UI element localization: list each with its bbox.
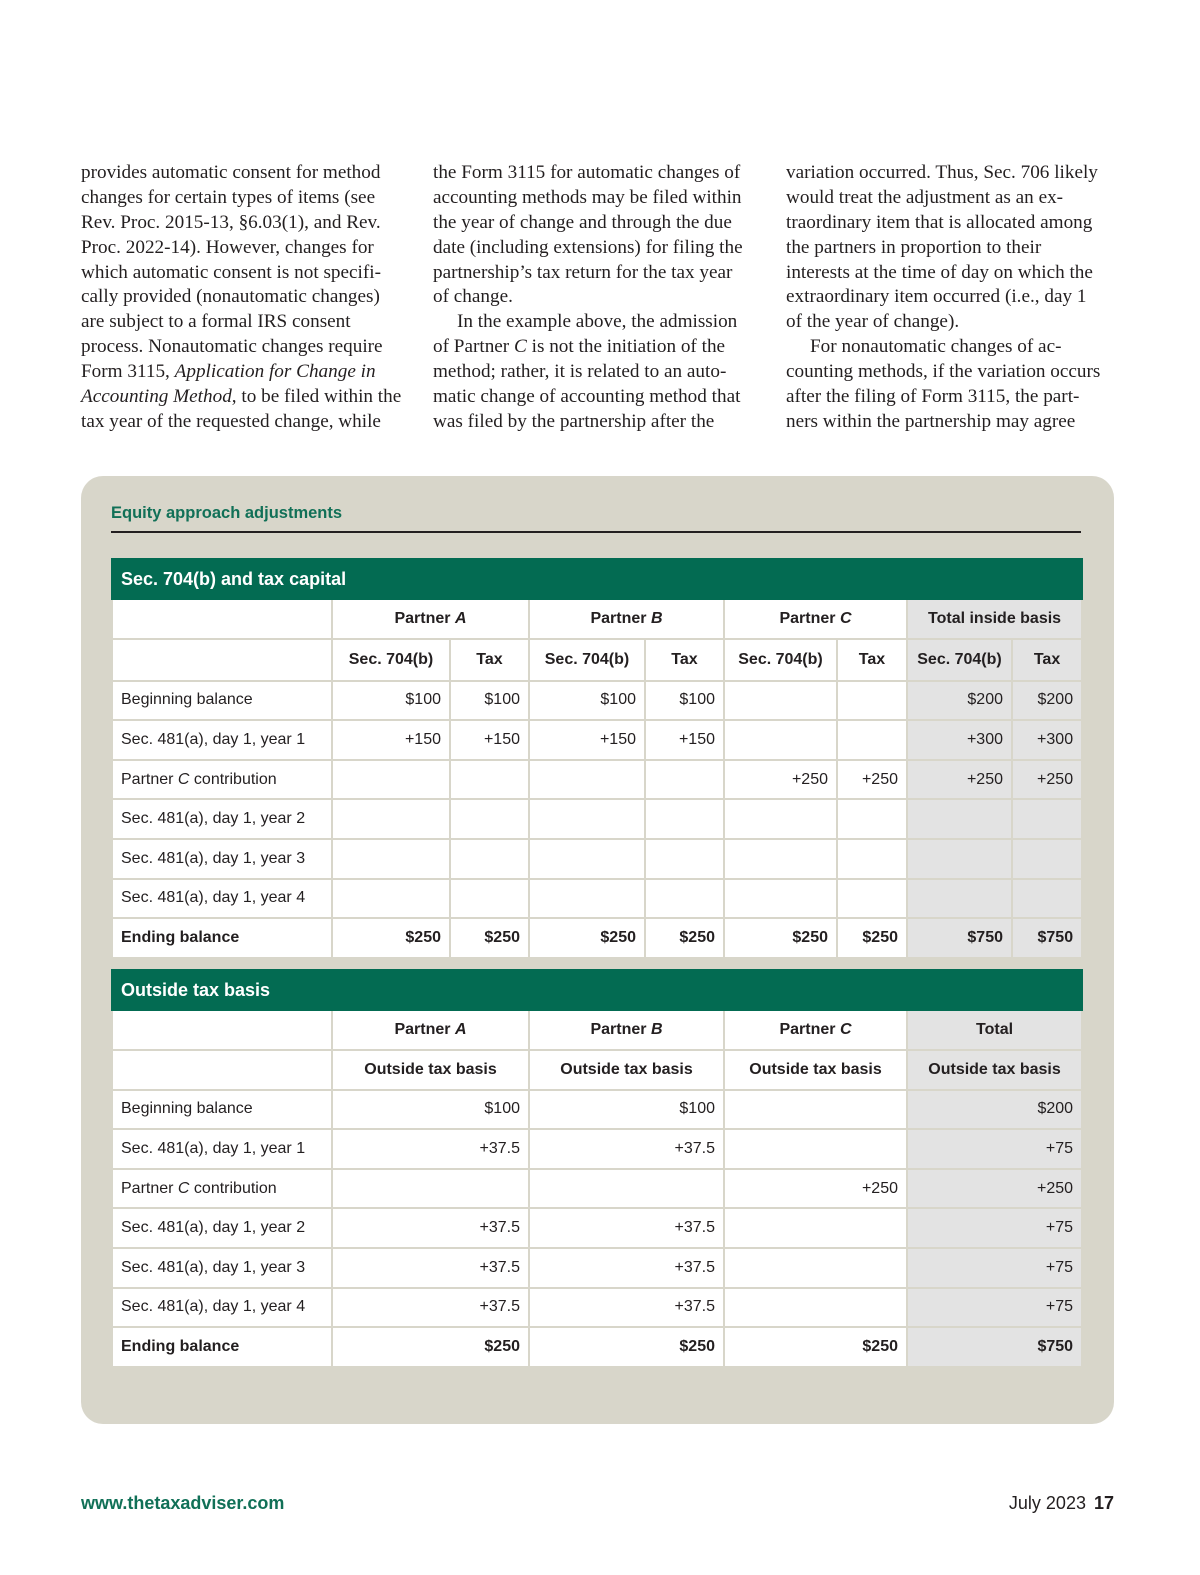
partner-a-header — [332, 1010, 529, 1050]
text-line: Rev. Proc. 2015-13, §6.03(1), and Rev. — [81, 211, 381, 233]
row-label: Sec. 481(a), day 1, year 2 — [112, 1208, 332, 1248]
text-line: matic change of accounting method that — [433, 386, 741, 408]
row-label: Sec. 481(a), day 1, year 2 — [112, 799, 332, 839]
text-line: variation occurred. Thus, Sec. 706 likely — [786, 162, 1098, 183]
table-row — [112, 799, 1082, 839]
partner-header-row — [112, 599, 1082, 639]
panel-title: Equity approach adjustments — [111, 504, 343, 522]
label-text: contribution — [189, 770, 277, 788]
table-cell — [645, 760, 724, 800]
table-cell — [645, 839, 724, 879]
table-cell: $100 — [450, 681, 529, 721]
table-cell: +250 — [1012, 760, 1082, 800]
partner-prefix: Partner — [394, 1020, 455, 1038]
sub-header: Sec. 704(b) — [724, 639, 837, 681]
sub-header: Outside tax basis — [529, 1050, 724, 1090]
row-label: Beginning balance — [112, 1090, 332, 1130]
table-cell — [724, 1129, 907, 1169]
partner-prefix: Partner — [590, 1020, 651, 1038]
text-line: of change. — [433, 286, 513, 308]
text-line: are subject to a formal IRS consent — [81, 311, 351, 333]
table-cell — [450, 839, 529, 879]
table-row — [112, 918, 1082, 958]
row-label: Beginning balance — [112, 681, 332, 721]
text-line: accounting methods may be filed within — [433, 186, 742, 208]
text-fragment: is not the initiation of the — [526, 336, 726, 358]
text-line: the year of change and through the due — [433, 211, 732, 233]
text-line — [433, 335, 775, 360]
sub-header: Outside tax basis — [332, 1050, 529, 1090]
text-line: counting methods, if the variation occurs — [786, 361, 1101, 383]
table-cell — [450, 760, 529, 800]
article-column-1 — [81, 161, 423, 435]
table-cell: $750 — [1012, 918, 1082, 958]
table-cell: $250 — [724, 918, 837, 958]
table-cell — [450, 879, 529, 919]
table-cell: +37.5 — [332, 1129, 529, 1169]
sub-header: Sec. 704(b) — [332, 639, 450, 681]
partner-prefix: Partner — [779, 1020, 840, 1038]
section-band — [112, 559, 1082, 599]
table-cell — [837, 681, 907, 721]
table-cell — [724, 839, 837, 879]
table-cell — [529, 879, 645, 919]
table-row — [112, 879, 1082, 919]
table-row — [112, 1208, 1082, 1248]
partner-prefix: Partner — [779, 609, 840, 627]
table-cell: +150 — [529, 720, 645, 760]
page-number: 17 — [1093, 1493, 1114, 1513]
table-cell: $100 — [645, 681, 724, 721]
table-cell: +37.5 — [529, 1248, 724, 1288]
table-cell — [529, 799, 645, 839]
row-label: Ending balance — [112, 1327, 332, 1367]
table-cell: $250 — [450, 918, 529, 958]
footer-issue — [1009, 1493, 1114, 1514]
text-line: after the filing of Form 3115, the part- — [786, 386, 1080, 408]
table-cell: +250 — [724, 1169, 907, 1209]
label-text: contribution — [189, 1179, 277, 1197]
table-row — [112, 1169, 1082, 1209]
title-divider — [111, 531, 1081, 533]
text-line: partnership’s tax return for the tax year — [433, 261, 733, 283]
table-cell — [529, 839, 645, 879]
row-label: Sec. 481(a), day 1, year 4 — [112, 879, 332, 919]
table-cell: $100 — [332, 681, 450, 721]
partner-c-header — [724, 1010, 907, 1050]
table-cell — [332, 1169, 529, 1209]
row-label: Sec. 481(a), day 1, year 1 — [112, 720, 332, 760]
text-line — [81, 360, 423, 385]
table-cell — [724, 879, 837, 919]
table-cell: +250 — [907, 1169, 1082, 1209]
article-body — [81, 161, 1121, 441]
table-row — [112, 1129, 1082, 1169]
partner-letter: C — [839, 1020, 852, 1038]
table-cell: $200 — [907, 1090, 1082, 1130]
text-fragment: of Partner — [433, 336, 514, 358]
table-cell — [724, 681, 837, 721]
table-cell: +37.5 — [529, 1208, 724, 1248]
table-cell — [332, 799, 450, 839]
table-cell: +250 — [724, 760, 837, 800]
table-row — [112, 839, 1082, 879]
partner-prefix: Partner — [394, 609, 455, 627]
capital-table-body — [112, 681, 1082, 958]
sub-header: Sec. 704(b) — [907, 639, 1012, 681]
table-cell: $250 — [724, 1327, 907, 1367]
table-cell — [1012, 799, 1082, 839]
header-blank — [112, 1010, 332, 1050]
text-line: date (including extensions) for filing the — [433, 236, 743, 258]
table-cell: $750 — [907, 1327, 1082, 1367]
table-cell: $100 — [332, 1090, 529, 1130]
section-title: Outside tax basis — [112, 970, 1082, 1010]
partner-letter: A — [454, 1020, 467, 1038]
table-cell: $250 — [332, 918, 450, 958]
table-cell — [837, 720, 907, 760]
table-cell: +75 — [907, 1129, 1082, 1169]
table-cell — [907, 839, 1012, 879]
table-cell: $200 — [907, 681, 1012, 721]
partner-letter: B — [650, 1020, 663, 1038]
text-line: the Form 3115 for automatic changes of — [433, 162, 741, 183]
table-cell: $200 — [1012, 681, 1082, 721]
table-cell: +75 — [907, 1248, 1082, 1288]
sub-header: Tax — [837, 639, 907, 681]
table-row — [112, 720, 1082, 760]
row-label: Sec. 481(a), day 1, year 3 — [112, 839, 332, 879]
text-line: traordinary item that is allocated among — [786, 211, 1093, 233]
text-line: ners within the partnership may agree — [786, 410, 1076, 432]
table-cell: +250 — [837, 760, 907, 800]
table-cell — [837, 799, 907, 839]
row-label — [112, 760, 332, 800]
label-text: Partner — [121, 1179, 178, 1197]
sub-header-row — [112, 1050, 1082, 1090]
text-line: the partners in proportion to their — [786, 236, 1042, 258]
sub-header: Tax — [450, 639, 529, 681]
table-cell — [332, 839, 450, 879]
form-title-italic: Application for Change in — [174, 361, 376, 383]
table-cell — [724, 1248, 907, 1288]
total-header: Total inside basis — [907, 599, 1082, 639]
table-cell — [529, 1169, 724, 1209]
table-cell — [907, 799, 1012, 839]
partner-italic: C — [514, 336, 527, 358]
text-line: cally provided (nonautomatic changes) — [81, 286, 380, 308]
sub-header-row — [112, 639, 1082, 681]
table-cell: +37.5 — [332, 1208, 529, 1248]
table-cell: $250 — [837, 918, 907, 958]
table-cell — [837, 879, 907, 919]
header-blank — [112, 639, 332, 681]
table-cell — [724, 1208, 907, 1248]
sub-header: Outside tax basis — [907, 1050, 1082, 1090]
table-cell: $100 — [529, 681, 645, 721]
total-header: Total — [907, 1010, 1082, 1050]
table-cell: +250 — [907, 760, 1012, 800]
text-line: provides automatic consent for method — [81, 162, 381, 183]
form-title-italic: Accounting Method — [81, 386, 232, 408]
table-row — [112, 1288, 1082, 1328]
table-cell: +300 — [1012, 720, 1082, 760]
text-line: extraordinary item occurred (i.e., day 1 — [786, 286, 1087, 308]
table-row — [112, 1248, 1082, 1288]
text-line: would treat the adjustment as an ex- — [786, 186, 1064, 208]
table-cell — [645, 799, 724, 839]
text-fragment: Form 3115, — [81, 361, 175, 383]
table-cell: $250 — [529, 1327, 724, 1367]
table-cell — [529, 760, 645, 800]
row-label — [112, 1169, 332, 1209]
text-line: tax year of the requested change, while — [81, 410, 381, 432]
table-cell: $250 — [332, 1327, 529, 1367]
row-label: Sec. 481(a), day 1, year 1 — [112, 1129, 332, 1169]
text-line: which automatic consent is not specifi- — [81, 261, 381, 283]
table-cell: +75 — [907, 1208, 1082, 1248]
table-cell — [1012, 879, 1082, 919]
table-cell: $250 — [529, 918, 645, 958]
text-line: method; rather, it is related to an auto- — [433, 361, 727, 383]
partner-letter: B — [650, 609, 663, 627]
table-cell: +150 — [645, 720, 724, 760]
table-cell: +150 — [332, 720, 450, 760]
partner-prefix: Partner — [590, 609, 651, 627]
table-cell — [645, 879, 724, 919]
row-label: Sec. 481(a), day 1, year 4 — [112, 1288, 332, 1328]
label-text: Partner — [121, 770, 178, 788]
table-cell: +37.5 — [332, 1248, 529, 1288]
text-line: changes for certain types of items (see — [81, 186, 376, 208]
table-row — [112, 760, 1082, 800]
table-cell: +37.5 — [529, 1288, 724, 1328]
table-cell — [724, 1090, 907, 1130]
partner-letter: C — [177, 1179, 190, 1197]
partner-c-header — [724, 599, 907, 639]
partner-b-header — [529, 1010, 724, 1050]
table-cell: +150 — [450, 720, 529, 760]
sub-header: Outside tax basis — [724, 1050, 907, 1090]
table-cell: +75 — [907, 1288, 1082, 1328]
text-line — [81, 385, 423, 410]
table-cell: $750 — [907, 918, 1012, 958]
table-cell — [450, 799, 529, 839]
sub-header: Tax — [645, 639, 724, 681]
equity-panel — [81, 476, 1114, 1424]
table-row — [112, 681, 1082, 721]
table-cell — [724, 720, 837, 760]
article-column-3 — [786, 161, 1128, 435]
capital-table — [111, 558, 1083, 959]
table-cell — [1012, 839, 1082, 879]
sub-header: Sec. 704(b) — [529, 639, 645, 681]
table-cell — [332, 879, 450, 919]
table-row — [112, 1090, 1082, 1130]
table-cell — [332, 760, 450, 800]
partner-b-header — [529, 599, 724, 639]
outside-basis-table-body — [112, 1090, 1082, 1367]
section-band — [112, 970, 1082, 1010]
sub-header: Tax — [1012, 639, 1082, 681]
text-fragment: , to be filed within the — [231, 386, 402, 408]
header-blank — [112, 1050, 332, 1090]
footer-date: July 2023 — [1008, 1493, 1086, 1513]
article-column-2 — [433, 161, 775, 435]
text-line: In the example above, the admission — [457, 311, 738, 333]
text-line: interests at the time of day on which the — [786, 261, 1093, 283]
header-blank — [112, 599, 332, 639]
table-cell: +300 — [907, 720, 1012, 760]
partner-letter: C — [839, 609, 852, 627]
partner-letter: A — [454, 609, 467, 627]
text-line: For nonautomatic changes of ac- — [810, 336, 1062, 358]
text-line: was filed by the partnership after the — [433, 410, 715, 432]
table-row — [112, 1327, 1082, 1367]
section-title: Sec. 704(b) and tax capital — [112, 559, 1082, 599]
partner-a-header — [332, 599, 529, 639]
text-line: process. Nonautomatic changes require — [81, 336, 383, 358]
table-cell: +37.5 — [529, 1129, 724, 1169]
text-line: of the year of change). — [786, 311, 960, 333]
table-cell — [907, 879, 1012, 919]
footer-website: www.thetaxadviser.com — [81, 1493, 285, 1513]
outside-basis-table — [111, 969, 1083, 1368]
partner-header-row — [112, 1010, 1082, 1050]
table-cell: $100 — [529, 1090, 724, 1130]
text-line: Proc. 2022-14). However, changes for — [81, 236, 374, 258]
row-label: Sec. 481(a), day 1, year 3 — [112, 1248, 332, 1288]
table-cell — [724, 799, 837, 839]
table-cell — [724, 1288, 907, 1328]
table-cell — [837, 839, 907, 879]
table-cell: $250 — [645, 918, 724, 958]
table-cell: +37.5 — [332, 1288, 529, 1328]
partner-letter: C — [177, 770, 190, 788]
row-label: Ending balance — [112, 918, 332, 958]
